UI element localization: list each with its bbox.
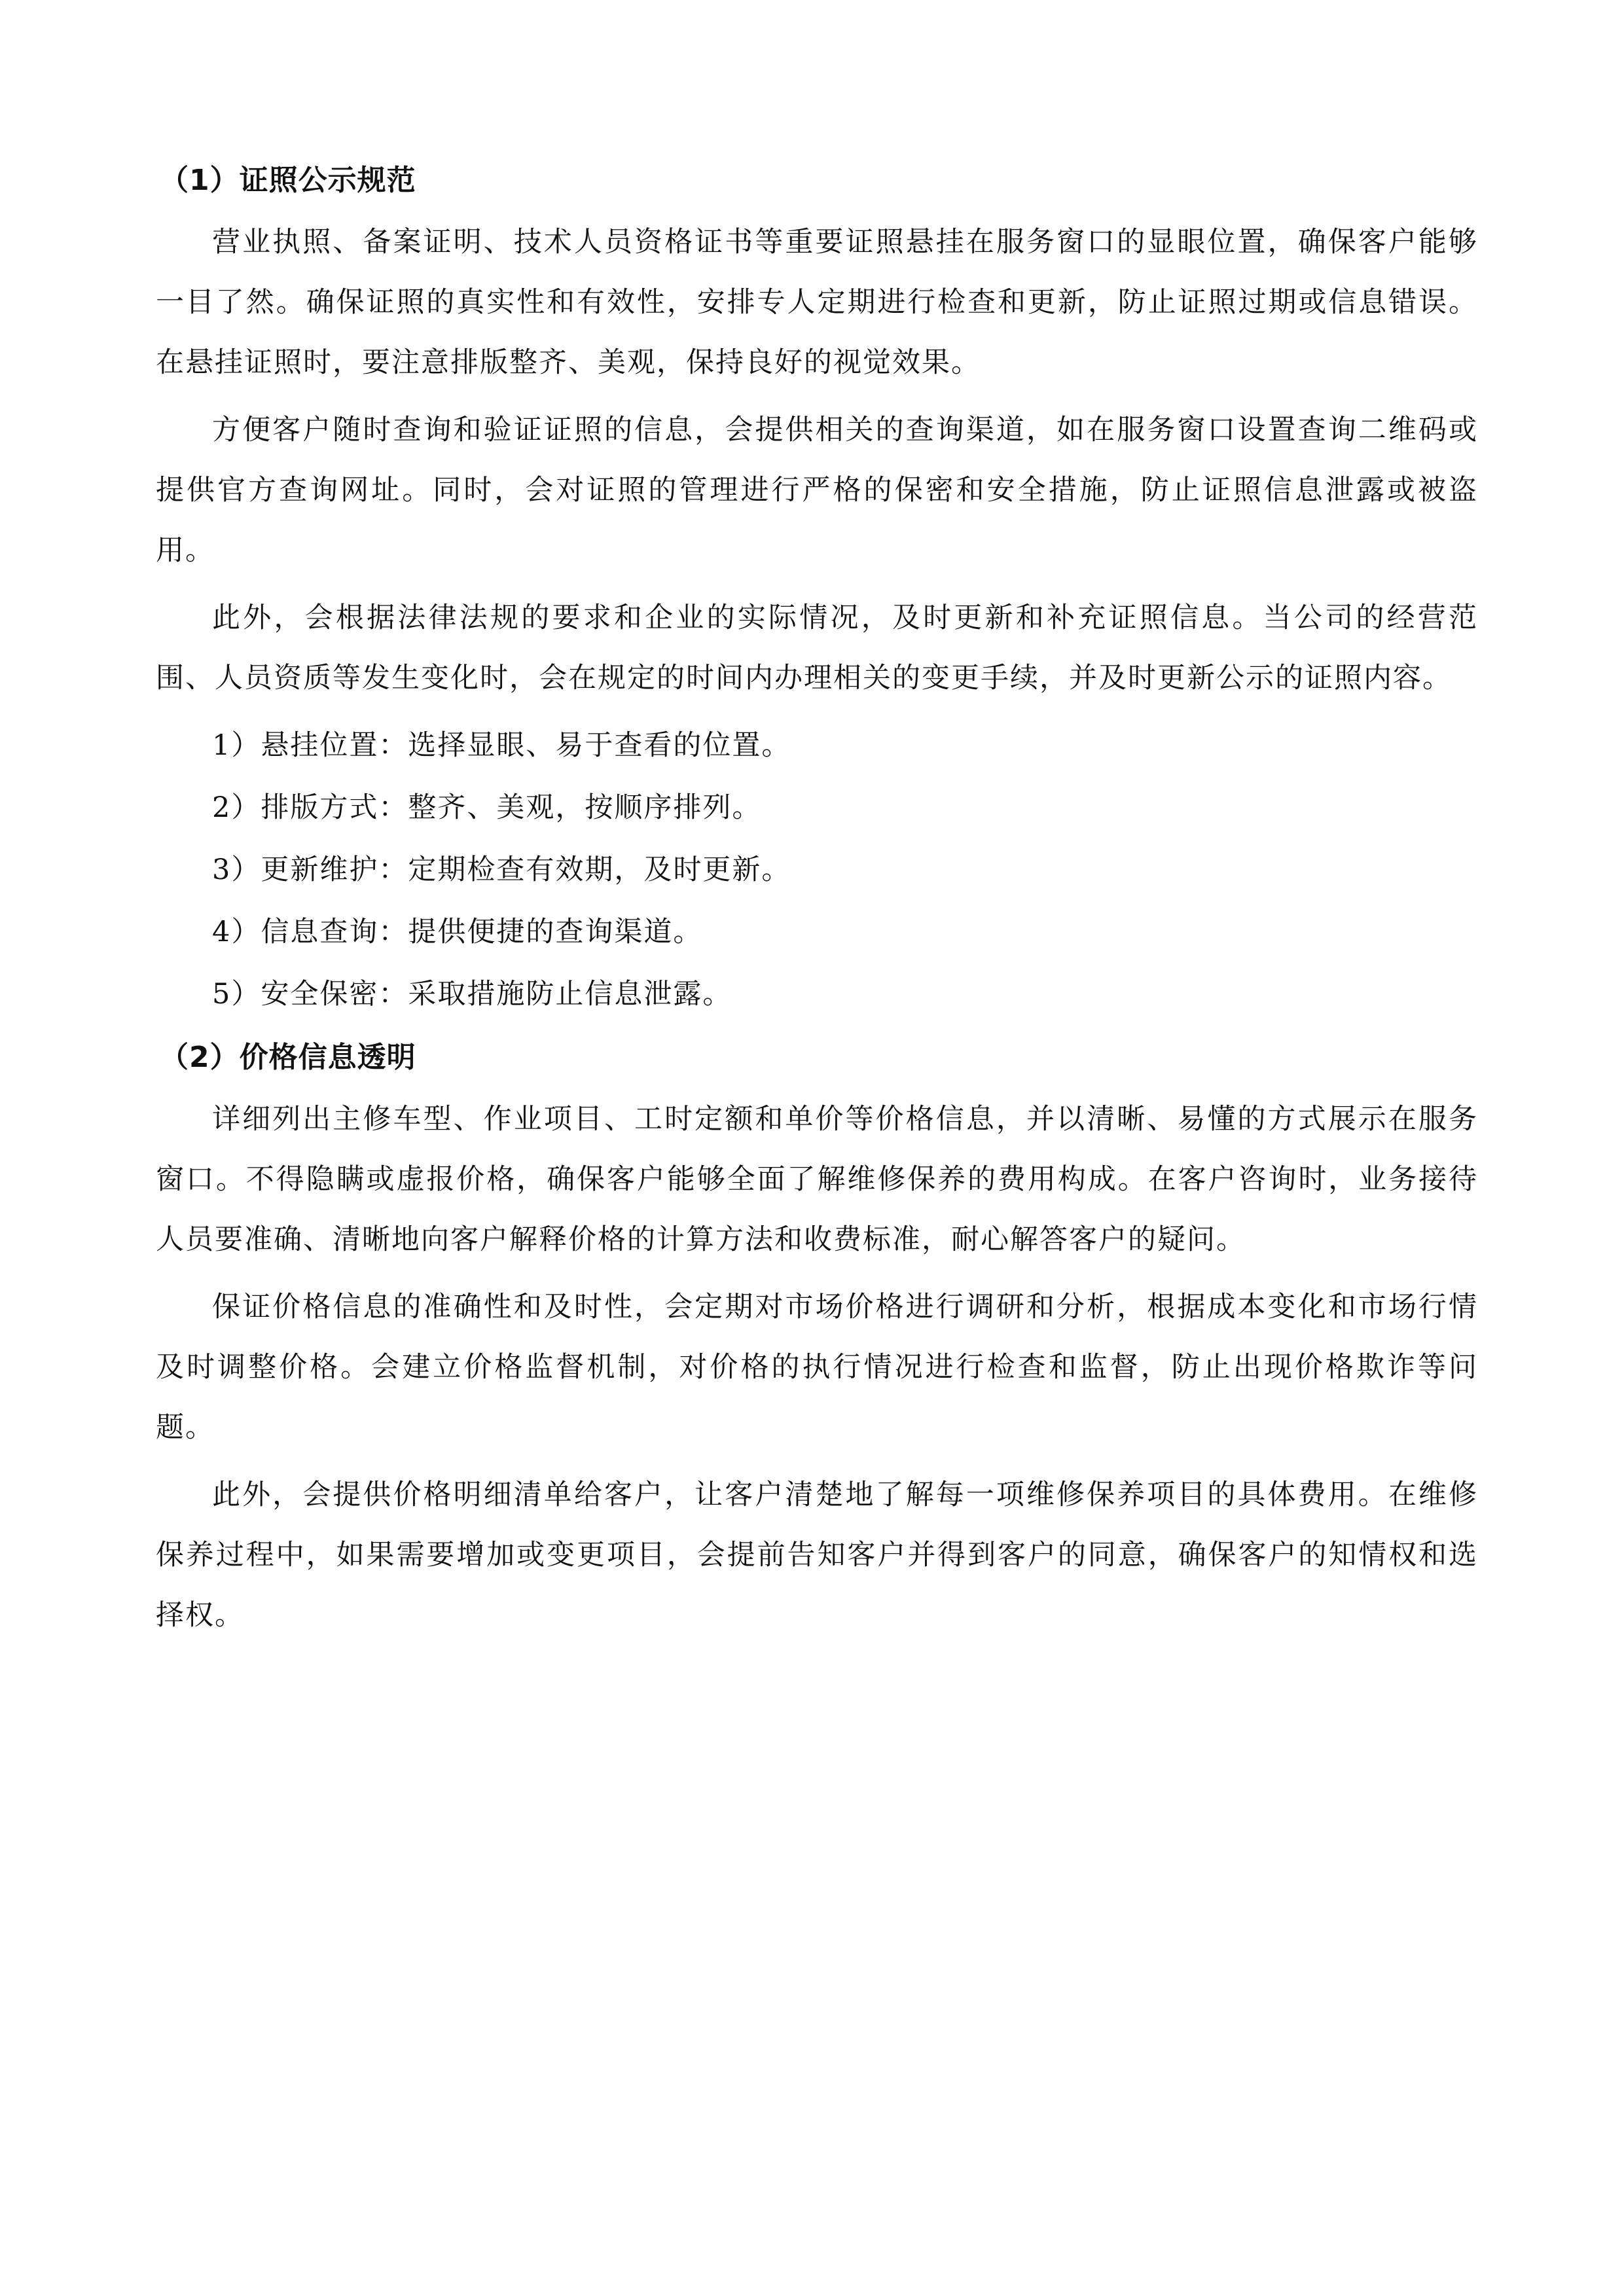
list-item: 4）信息查询：提供便捷的查询渠道。	[212, 916, 703, 948]
section-heading: （2）价格信息透明	[160, 1041, 416, 1074]
paragraph: 营业执照、备案证明、技术人员资格证书等重要证照悬挂在服务窗口的显眼位置，确保客户能够一目了然。确保证照的真实性和有效性，安排专人定期进行检查和更新，防止证照过期或信息错误。在悬挂证照时，要注意排版整齐、美观，保持良好的视觉效果。	[156, 226, 1478, 379]
section-heading: （1）证照公示规范	[160, 164, 416, 197]
paragraph: 此外，会提供价格明细清单给客户，让客户清楚地了解每一项维修保养项目的具体费用。在维修保养过程中，如果需要增加或变更项目，会提前告知客户并得到客户的同意，确保客户的知情权和选择权。	[156, 1479, 1478, 1632]
paragraph: 此外，会根据法律法规的要求和企业的实际情况，及时更新和补充证照信息。当公司的经营范围、人员资质等发生变化时，会在规定的时间内办理相关的变更手续，并及时更新公示的证照内容。	[156, 601, 1478, 694]
section-license-display	[156, 149, 1478, 1024]
requirement-list	[156, 715, 1478, 1024]
paragraph: 详细列出主修车型、作业项目、工时定额和单价等价格信息，并以清晰、易懂的方式展示在服务窗口。不得隐瞒或虚报价格，确保客户能够全面了解维修保养的费用构成。在客户咨询时，业务接待人员要准确、清晰地向客户解释价格的计算方法和收费标准，耐心解答客户的疑问。	[156, 1103, 1478, 1256]
list-item: 5）安全保密：采取措施防止信息泄露。	[212, 978, 732, 1011]
list-item: 1）悬挂位置：选择显眼、易于查看的位置。	[212, 729, 791, 762]
list-item: 3）更新维护：定期检查有效期，及时更新。	[212, 853, 791, 886]
paragraph: 方便客户随时查询和验证证照的信息，会提供相关的查询渠道，如在服务窗口设置查询二维码或提供官方查询网址。同时，会对证照的管理进行严格的保密和安全措施，防止证照信息泄露或被盗用。	[156, 414, 1478, 567]
section-price-transparency	[156, 1026, 1478, 1645]
paragraph: 保证价格信息的准确性和及时性，会定期对市场价格进行调研和分析，根据成本变化和市场行情及时调整价格。会建立价格监督机制，对价格的执行情况进行检查和监督，防止出现价格欺诈等问题。	[156, 1291, 1478, 1444]
list-item: 2）排版方式：整齐、美观，按顺序排列。	[212, 791, 762, 824]
document-body	[156, 149, 1478, 1653]
